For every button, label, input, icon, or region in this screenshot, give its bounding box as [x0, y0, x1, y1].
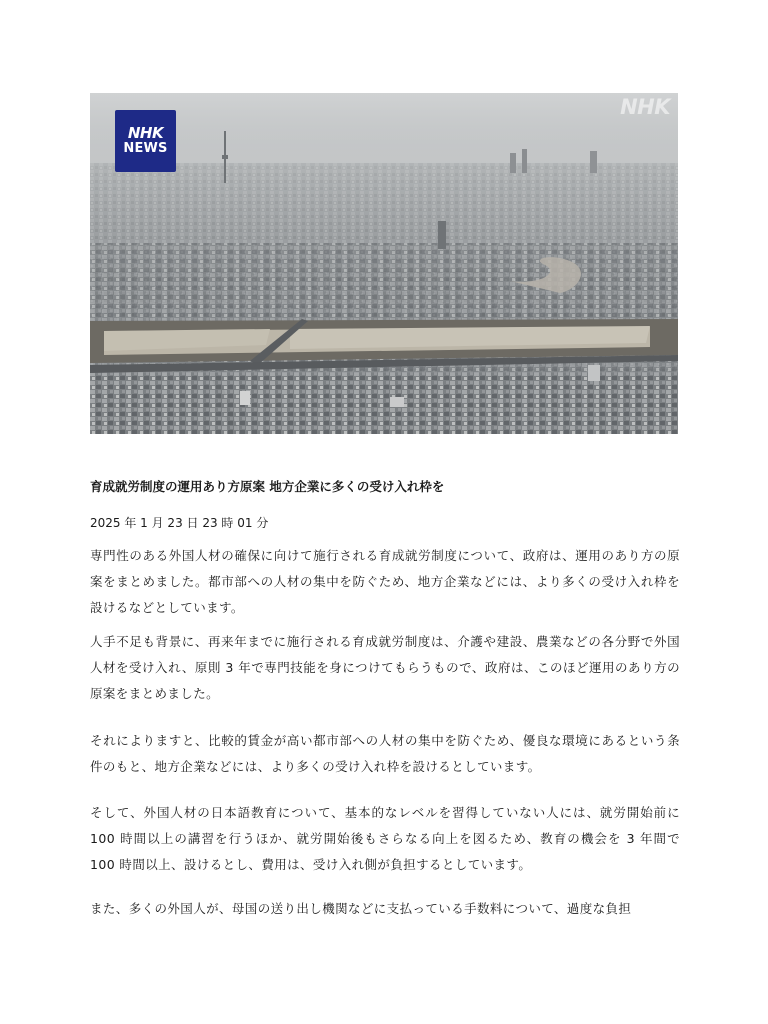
article-paragraph-2: 人手不足も背景に、再来年までに施行される育成就労制度は、介護や建設、農業などの各分野で外国人材を受け入れ、原則 3 年で専門技能を身につけてもらうもので、政府は、このほど運用のあり方の原案をまとめました。 — [90, 634, 680, 701]
nhk-news-logo — [115, 110, 176, 172]
logo-nhk-text: NHK — [127, 124, 164, 143]
logo-news-text: NEWS — [123, 141, 168, 157]
cityscape-image — [90, 93, 678, 434]
article-headline: 育成就労制度の運用あり方原案 地方企業に多くの受け入れ枠を — [90, 479, 445, 494]
article-paragraph-3: それによりますと、比較的賃金が高い都市部への人材の集中を防ぐため、優良な環境にあるという条件のもと、地方企業などには、より多くの受け入れ枠を設けるとしています。 — [90, 733, 680, 774]
news-photo-aerial-city — [90, 93, 678, 434]
nhk-watermark: NHK — [620, 95, 670, 119]
article-paragraph-4: そして、外国人材の日本語教育について、基本的なレベルを習得していない人には、就労開始前に 100 時間以上の講習を行うほか、就労開始後もさらなる向上を図るため、教育の機会を 3 年間で 100 時間以上、設けるとし、費用は、受け入れ側が負担するとしています。 — [90, 805, 680, 872]
article-paragraph-5: また、多くの外国人が、母国の送り出し機関などに支払っている手数料について、過度な負担 — [90, 901, 632, 916]
article-date: 2025 年 1 月 23 日 23 時 01 分 — [90, 516, 269, 530]
article-paragraph-1: 専門性のある外国人材の確保に向けて施行される育成就労制度について、政府は、運用のあり方の原案をまとめました。都市部への人材の集中を防ぐため、地方企業などには、より多くの受け入れ枠を設けるなどとしています。 — [90, 548, 680, 615]
